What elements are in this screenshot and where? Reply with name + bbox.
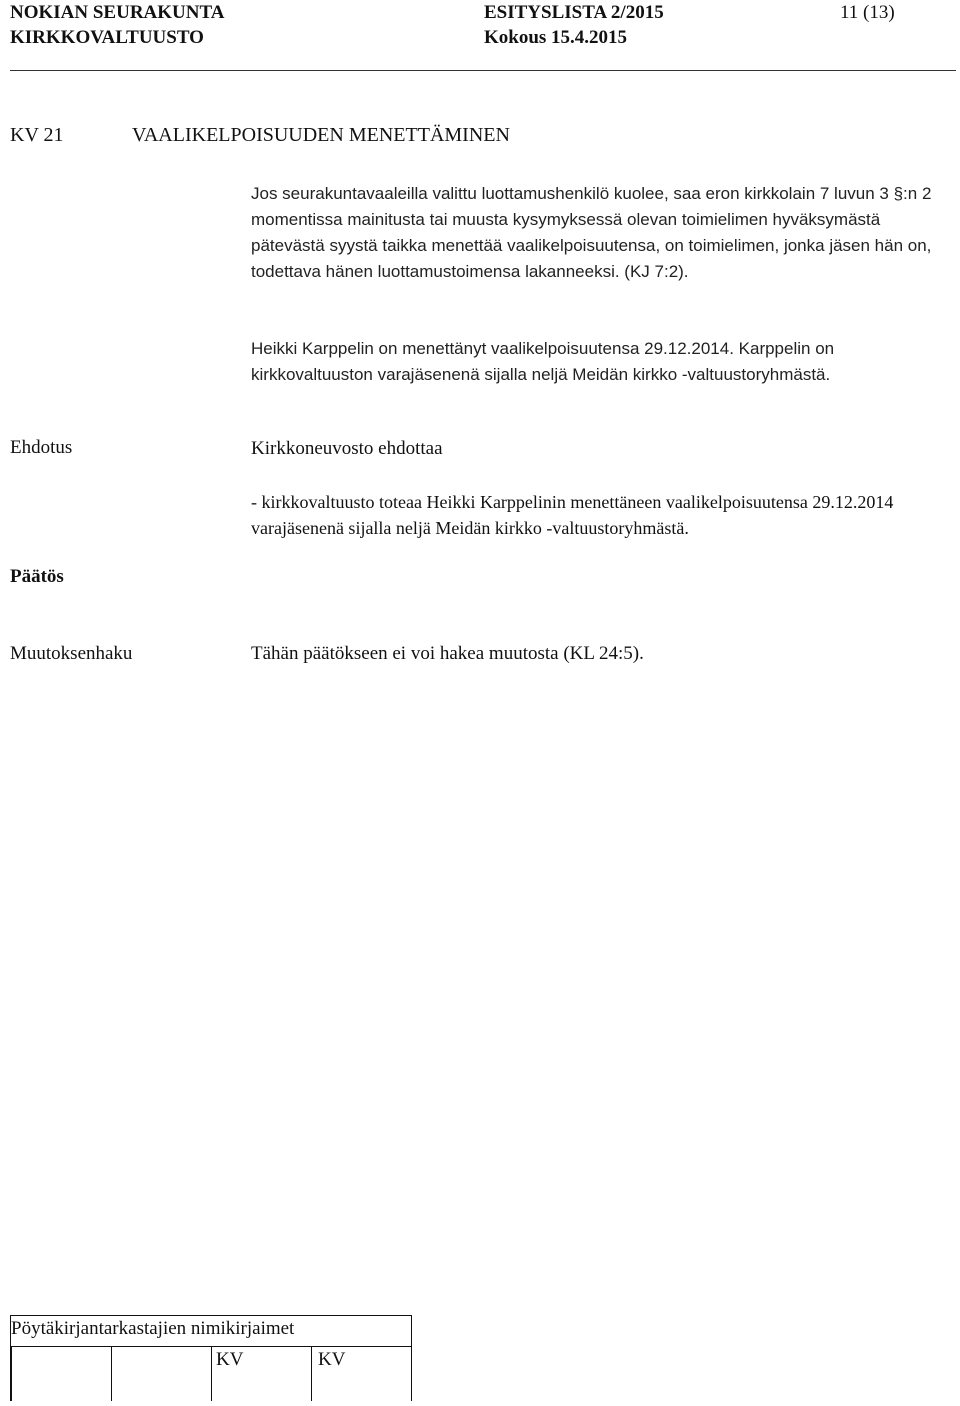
initials-col-3 (211, 1346, 212, 1401)
paragraph-1 (251, 181, 956, 285)
initials-col-1 (11, 1346, 12, 1401)
paragraph-2 (251, 336, 957, 388)
proposal-label: Ehdotus (10, 437, 73, 458)
header-agenda: ESITYSLISTA 2/2015 (484, 2, 664, 23)
section-title: VAALIKELPOISUUDEN MENETTÄMINEN (132, 124, 510, 146)
proposal-text: - kirkkovaltuusto toteaa Heikki Karppelinin menettäneen vaalikelpoisuutensa 29.12.2014 varajäsenenä sijalla neljä Meidän kirkko -valtuustoryhmästä. (251, 492, 894, 538)
header-divider (10, 70, 956, 71)
paragraph-1-text: Jos seurakuntavaaleilla valittu luottamushenkilö kuolee, saa eron kirkkolain 7 luvun 3 §:n 2 momentissa mainitusta tai muusta kysymyksessä olevan toimielimen hyväksymästä pätevästä syystä taikka menettää vaalikelpoisuutensa, on toimielimen, jonka jäsen hän on, todettava hänen luottamustoimensa lakanneeksi. (KJ 7:2). (251, 184, 932, 281)
proposal-heading: Kirkkoneuvosto ehdottaa (251, 438, 443, 459)
initials-2: KV (318, 1349, 346, 1370)
appeal-text: Tähän päätökseen ei voi hakea muutosta (KL 24:5). (251, 643, 644, 664)
initials-col-2 (111, 1346, 112, 1401)
initials-box-title: Pöytäkirjantarkastajien nimikirjaimet (11, 1318, 295, 1339)
header-body: KIRKKOVALTUUSTO (10, 27, 204, 48)
decision-label: Päätös (10, 566, 64, 587)
appeal-label: Muutoksenhaku (10, 643, 133, 664)
section-number: KV 21 (10, 124, 64, 146)
initials-col-4 (311, 1346, 312, 1401)
header-meeting: Kokous 15.4.2015 (484, 27, 628, 48)
initials-box (10, 1315, 412, 1401)
initials-1: KV (216, 1349, 244, 1370)
paragraph-2-text: Heikki Karppelin on menettänyt vaalikelpoisuutensa 29.12.2014. Karppelin on kirkkovaltuuston varajäsenenä sijalla neljä Meidän kirkko -valtuustoryhmästä. (251, 339, 835, 384)
header-page-number: 11 (13) (840, 2, 895, 23)
header-org: NOKIAN SEURAKUNTA (10, 2, 225, 23)
